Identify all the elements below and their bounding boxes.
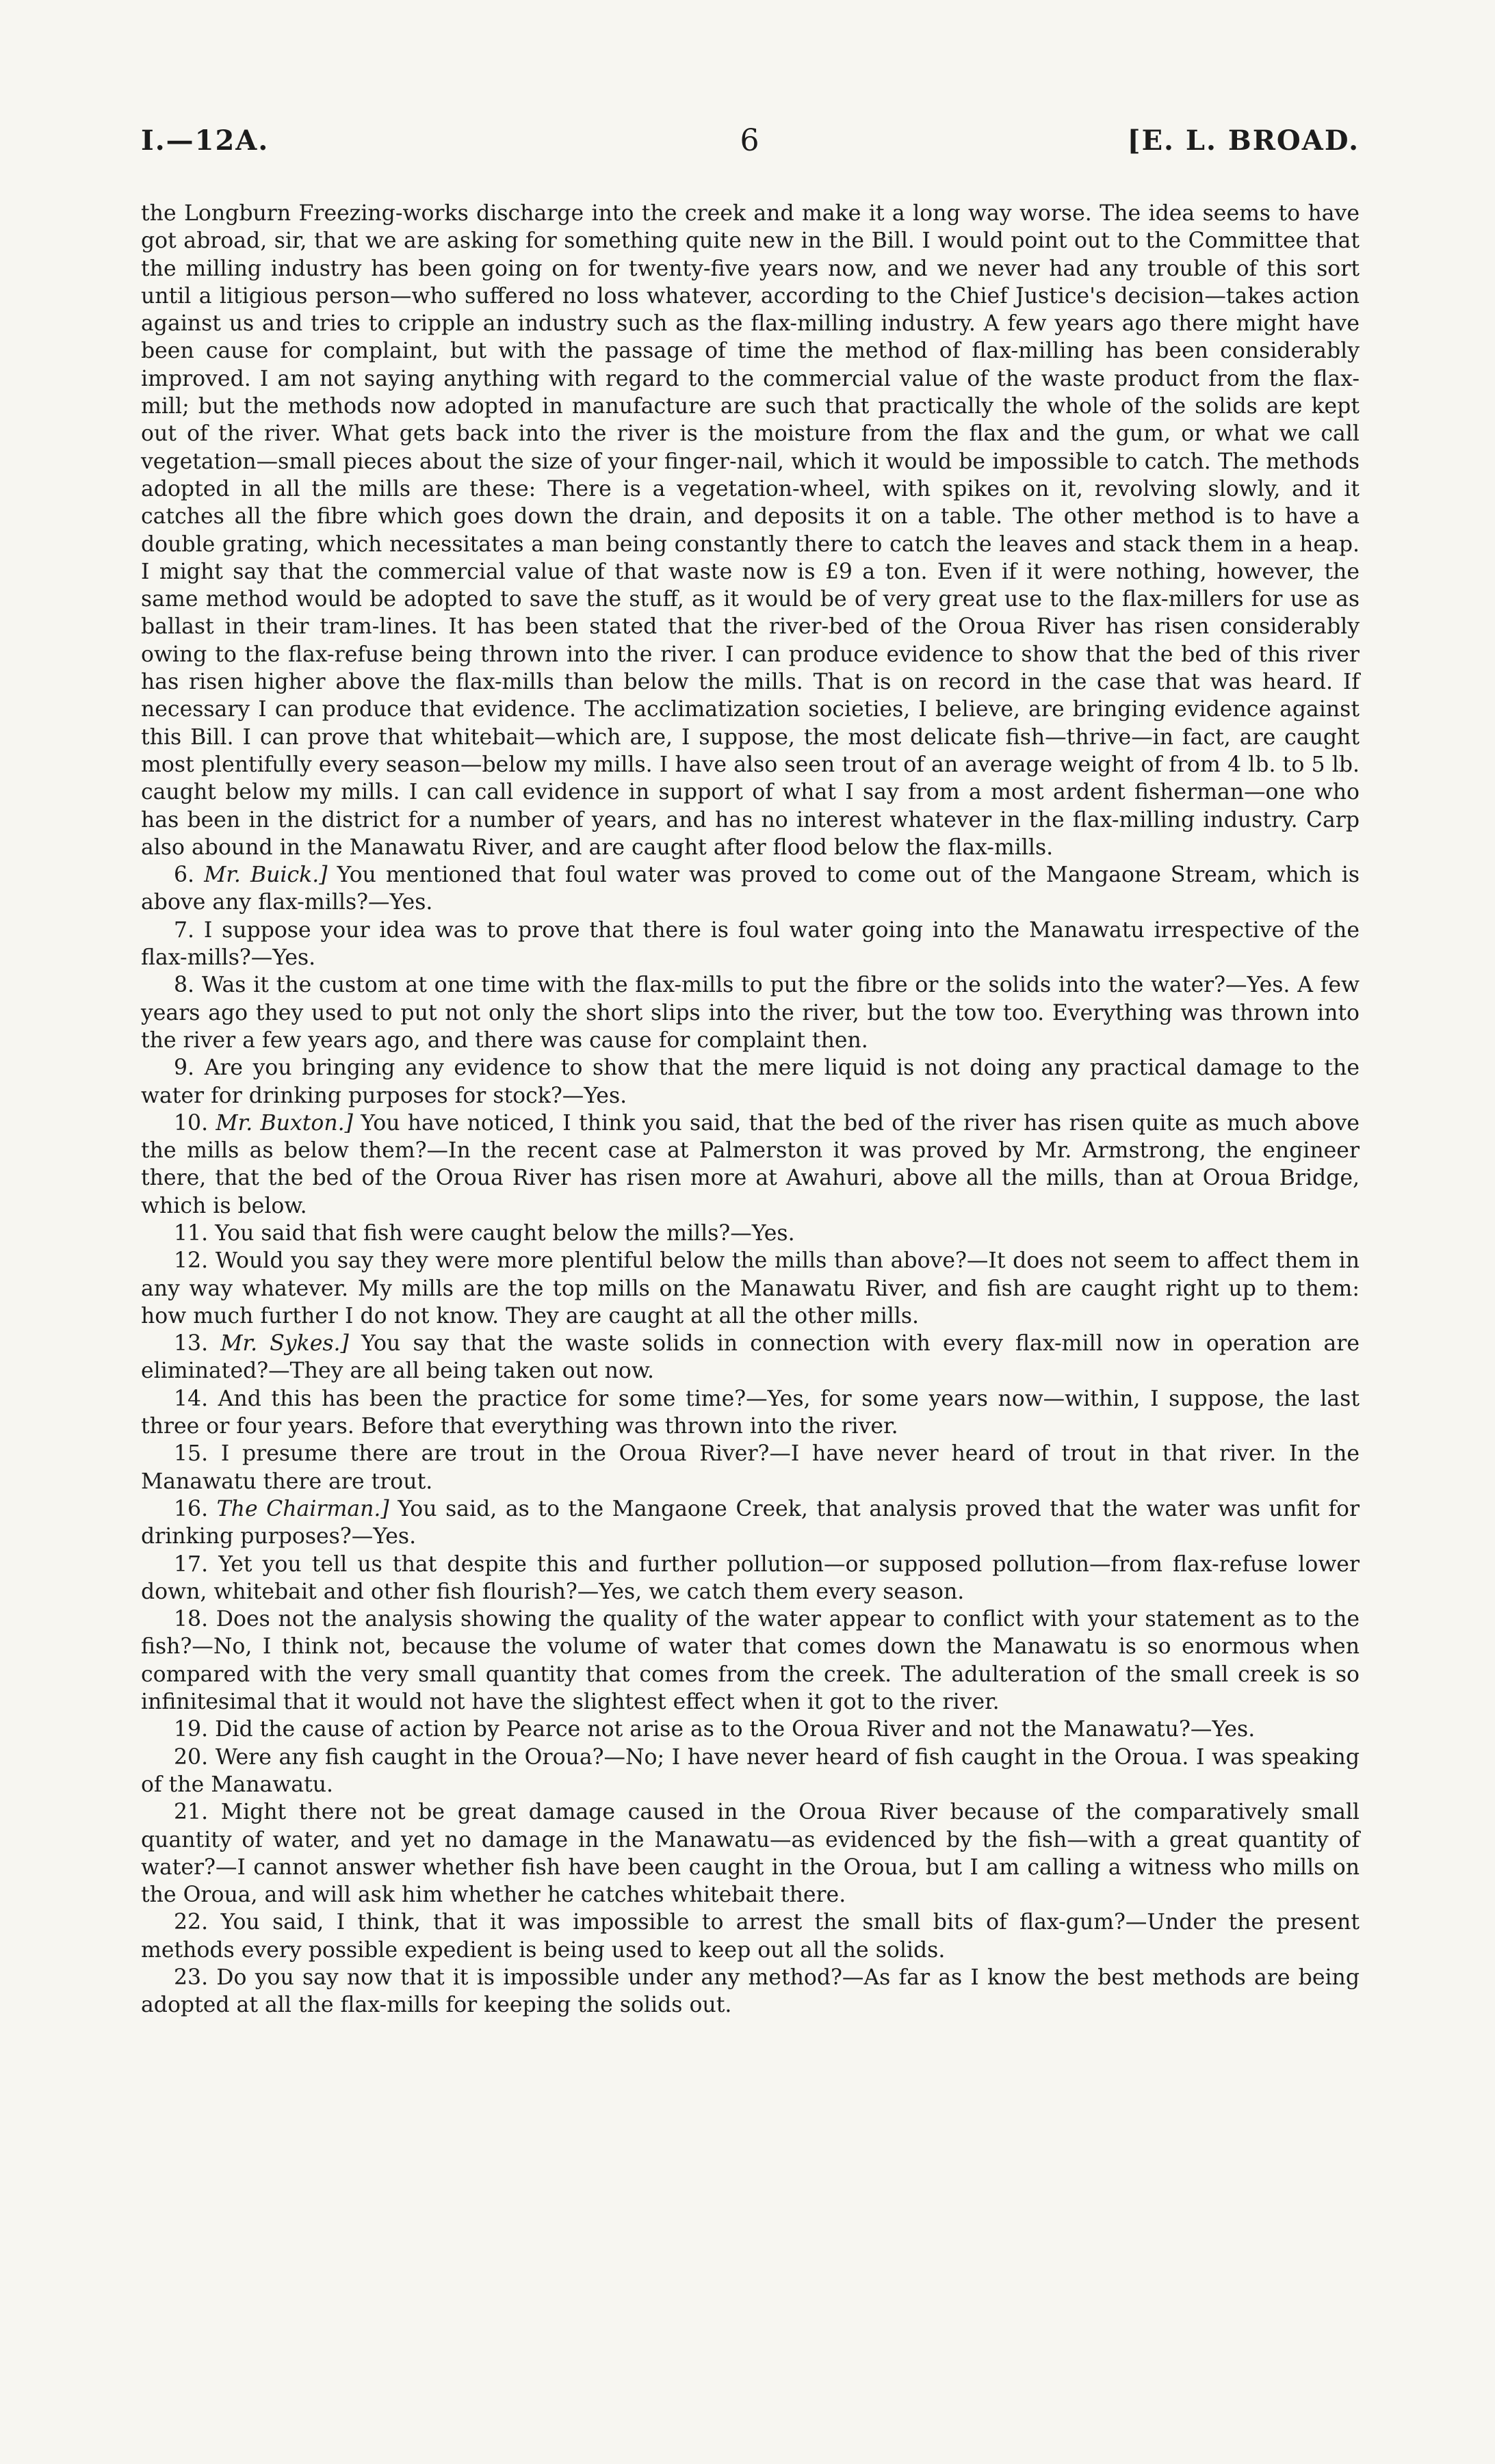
paper-reference: I.—12A. (141, 124, 270, 157)
question-number: 8. (174, 973, 202, 998)
questioner-name: Mr. Buick.] (204, 863, 328, 888)
question-number: 18. (174, 1607, 216, 1632)
question-number: 20. (174, 1744, 216, 1770)
question-number: 16. (174, 1496, 217, 1521)
questioner-name: Mr. Sykes.] (220, 1331, 349, 1356)
question-number: 7. (174, 917, 204, 943)
question-number: 11. (174, 1220, 216, 1246)
question-text: Are you bringing any evidence to show that the mere liquid is not doing any practical damage to the water for drinking purposes for stock?—Yes. (141, 1056, 1360, 1108)
question-paragraph (141, 1909, 1360, 1964)
question-text: You say that the waste solids in connection with every flax-mill now in operation are eliminated?—They are all being taken out now. (141, 1331, 1360, 1384)
page-number: 6 (740, 123, 761, 158)
question-paragraph (141, 1385, 1360, 1441)
witness-name: [E. L. BROAD. (1127, 124, 1360, 157)
running-header (141, 120, 1360, 168)
question-number: 10. (174, 1110, 216, 1136)
question-number: 19. (174, 1717, 216, 1742)
question-text: You said that fish were caught below the mills?—Yes. (215, 1220, 795, 1246)
question-text: Would you say they were more plentiful below the mills than above?—It does not seem to affect them in any way whatever. My mills are the top mills on the Manawatu River, and fish are caught right up to them: how much further I do not know. They are caught at all the other mills. (141, 1248, 1360, 1328)
question-text: Yet you tell us that despite this and further pollution—or supposed pollution—from flax-refuse lower down, whitebait and other fish flourish?—Yes, we catch them every season. (141, 1551, 1360, 1604)
question-text: I suppose your idea was to prove that there is foul water going into the Manawatu irrespective of the flax-mills?—Yes. (141, 917, 1360, 971)
question-text: Was it the custom at one time with the flax-mills to put the fibre or the solids into the water?—Yes. A few years ago they used to put not only the short slips into the river, but the tow too. Everything was thrown into the river a few years ago, and there was cause for complaint then. (141, 973, 1360, 1053)
question-paragraph (141, 917, 1360, 972)
question-paragraph (141, 1220, 1360, 1247)
question-number: 22. (174, 1910, 221, 1935)
question-number: 6. (174, 863, 205, 888)
question-list (141, 861, 1360, 2019)
questioner-name: The Chairman.] (216, 1496, 389, 1521)
question-text: Do you say now that it is impossible under any method?—As far as I know the best methods are being adopted at all the flax-mills for keeping the solids out. (141, 1965, 1360, 2018)
question-paragraph (141, 1605, 1360, 1716)
question-paragraph (141, 1110, 1360, 1220)
question-paragraph (141, 971, 1360, 1054)
question-number: 13. (174, 1331, 221, 1356)
question-paragraph (141, 1964, 1360, 2019)
question-paragraph (141, 1247, 1360, 1330)
opening-paragraph: the Longburn Freezing-works discharge into the creek and make it a long way worse. The idea seems to have got abroad, sir, that we are asking for something quite new in the Bill. I would point out to the Committee that the milling industry has been going on for twenty-five years now, and we never had any trouble of this sort until a litigious person—who suffered no loss whatever, according to the Chief Justice's decision—takes action against us and tries to cripple an industry such as the flax-milling industry. A few years ago there might have been cause for complaint, but with the passage of time the method of flax-milling has been considerably improved. I am not saying anything with regard to the commercial value of the waste product from the flax-mill; but the methods now adopted in manufacture are such that practically the whole of the solids are kept out of the river. What gets back into the river is the moisture from the flax and the gum, or what we call vegetation—small pieces about the size of your finger-nail, which it would be impossible to catch. The methods adopted in all the mills are these: There is a vegetation-wheel, with spikes on it, revolving slowly, and it catches all the fibre which goes down the drain, and deposits it on a table. The other method is to have a double grating, which necessitates a man being constantly there to catch the leaves and stack them in a heap. I might say that the commercial value of that waste now is £9 a ton. Even if it were nothing, however, the same method would be adopted to save the stuff, as it would be of very great use to the flax-millers for use as ballast in their tram-lines. It has been stated that the river-bed of the Oroua River has risen considerably owing to the flax-refuse being thrown into the river. I can produce evidence to show that the bed of this river has risen higher above the flax-mills than below the mills. That is on record in the case that was heard. If necessary I can produce that evidence. The acclimatization societies, I believe, are bringing evidence against this Bill. I can prove that whitebait—which are, I suppose, the most delicate fish—thrive—in fact, are caught most plentifully every season—below my mills. I have also seen trout of an average weight of from 4 lb. to 5 lb. caught below my mills. I can call evidence in support of what I say from a most ardent fisherman—one who has been in the district for a number of years, and has no interest whatever in the flax-milling industry. Carp also abound in the Manawatu River, and are caught after flood below the flax-mills. (141, 201, 1360, 860)
question-paragraph (141, 1744, 1360, 1799)
question-text: You said, I think, that it was impossible to arrest the small bits of flax-gum?—Under the present methods every possible expedient is being used to keep out all the solids. (141, 1910, 1360, 1963)
question-paragraph (141, 1330, 1360, 1385)
question-paragraph (141, 1054, 1360, 1110)
question-number: 15. (174, 1441, 221, 1467)
question-paragraph (141, 1440, 1360, 1495)
question-text: I presume there are trout in the Oroua River?—I have never heard of trout in that river. In the Manawatu there are trout. (141, 1441, 1360, 1494)
question-paragraph (141, 1798, 1360, 1909)
question-number: 21. (174, 1800, 221, 1825)
question-text: You said, as to the Mangaone Creek, that analysis proved that the water was unfit for drinking purposes?—Yes. (141, 1496, 1360, 1549)
question-paragraph (141, 1716, 1360, 1743)
question-text: Were any fish caught in the Oroua?—No; I have never heard of fish caught in the Oroua. I was speaking of the Manawatu. (141, 1744, 1360, 1797)
question-number: 17. (174, 1551, 219, 1577)
question-text: Does not the analysis showing the quality of the water appear to conflict with your statement as to the fish?—No, I think not, because the volume of water that comes down the Manawatu is so enormous when compared with the very small quantity that comes from the creek. The adulteration of the small creek is so infinitesimal that it would not have the slightest effect when it got to the river. (141, 1607, 1360, 1715)
question-number: 12. (174, 1248, 216, 1274)
questioner-name: Mr. Buxton.] (216, 1110, 353, 1136)
question-number: 14. (174, 1386, 218, 1411)
question-text: You mentioned that foul water was proved to come out of the Mangaone Stream, which is above any flax-mills?—Yes. (141, 863, 1360, 915)
question-text: You have noticed, I think you said, that the bed of the river has risen quite as much above the mills as below them?—In the recent case at Palmerston it was proved by Mr. Armstrong, the engineer there, that the bed of the Oroua River has risen more at Awahuri, above all the mills, than at Oroua Bridge, which is below. (141, 1110, 1360, 1218)
question-number: 23. (174, 1965, 217, 1990)
question-text: Might there not be great damage caused in the Oroua River because of the comparatively small quantity of water, and yet no damage in the Manawatu—as evidenced by the fish—with a great quantity of water?—I cannot answer whether fish have been caught in the Oroua, but I am calling a witness who mills on the Oroua, and will ask him whether he catches whitebait there. (141, 1800, 1360, 1908)
question-text: Did the cause of action by Pearce not arise as to the Oroua River and not the Manawatu?—Yes. (215, 1717, 1256, 1742)
question-number: 9. (174, 1056, 205, 1081)
question-paragraph (141, 1495, 1360, 1551)
question-paragraph (141, 1551, 1360, 1606)
evidence-body (141, 200, 1360, 2019)
question-text: And this has been the practice for some time?—Yes, for some years now—within, I suppose, the last three or four years. Before that everything was thrown into the river. (141, 1386, 1360, 1439)
question-paragraph (141, 861, 1360, 917)
